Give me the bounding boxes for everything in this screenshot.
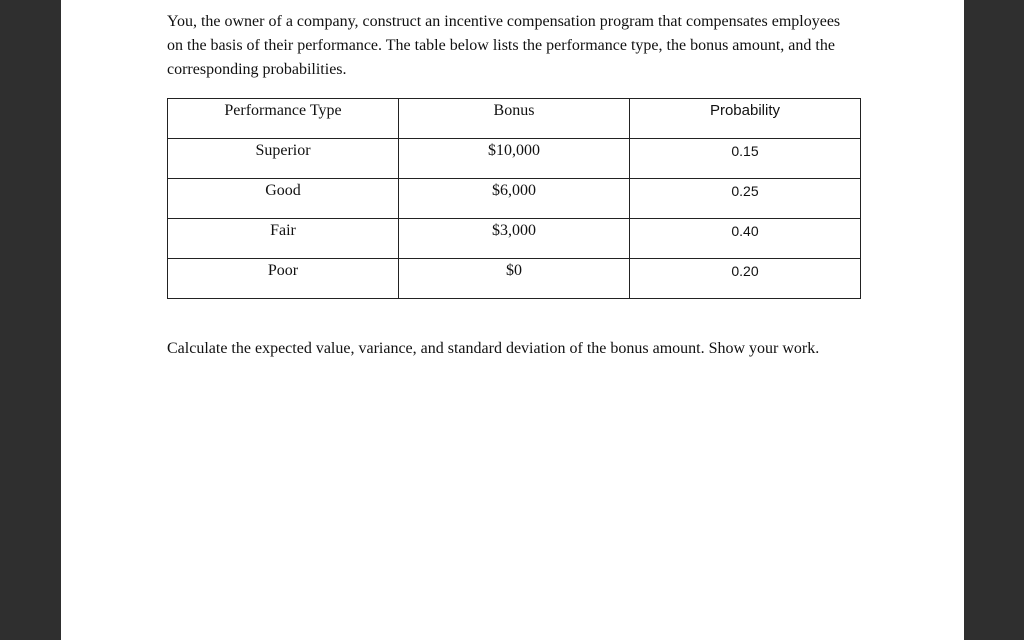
cell-performance-type: Superior [168,139,399,179]
cell-bonus: $3,000 [399,219,630,259]
cell-bonus: $10,000 [399,139,630,179]
table-row [168,259,861,299]
cell-probability: 0.20 [630,259,861,299]
question-paragraph: Calculate the expected value, variance, and standard deviation of the bonus amount. Show your work. [167,340,820,357]
cell-probability: 0.40 [630,219,861,259]
cell-probability: 0.15 [630,139,861,179]
cell-bonus: $0 [399,259,630,299]
cell-performance-type: Good [168,179,399,219]
header-bonus: Bonus [399,99,630,139]
table-row [168,139,861,179]
cell-probability: 0.25 [630,179,861,219]
header-performance-type: Performance Type [168,99,399,139]
page-content [167,10,857,360]
cell-performance-type: Poor [168,259,399,299]
table-row [168,179,861,219]
intro-paragraph: You, the owner of a company, construct an incentive compensation program that compensates employees on the basis of their performance. The table below lists the performance type, the bonus amount, and the corresponding probabilities. [167,13,841,78]
cell-bonus: $6,000 [399,179,630,219]
table-row [168,219,861,259]
table-header-row [168,99,861,139]
header-probability: Probability [630,99,861,139]
document-page [61,0,964,640]
performance-table [167,98,861,299]
cell-performance-type: Fair [168,219,399,259]
